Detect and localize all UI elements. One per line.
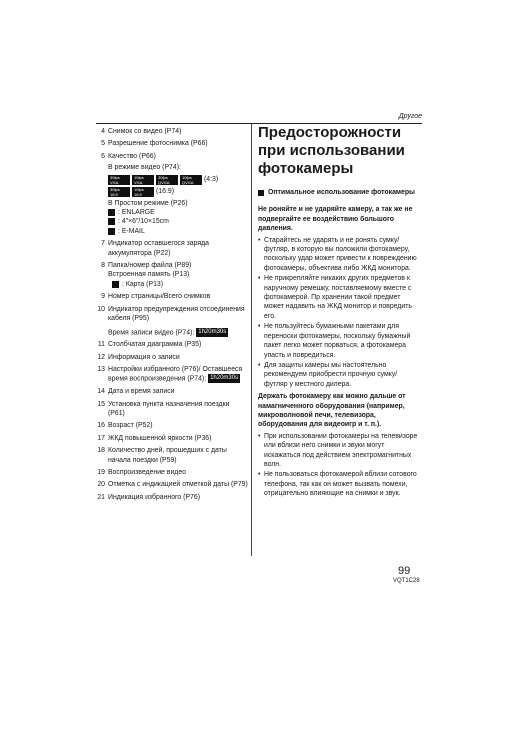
list-item: 9 Номер страницы/Всего снимков: [101, 293, 211, 301]
simple-option: : E-MAIL: [108, 227, 248, 236]
list-item: 7 Индикатор оставшегося заряда аккумулятора (P22): [101, 240, 209, 257]
page-title: Предосторожности при использовании фотокамеры: [258, 124, 405, 177]
list-item: 20 Отметка с индикацией отметкой даты (P79): [97, 481, 248, 489]
list-item: 14 Дата и время записи: [97, 388, 175, 396]
list-item: 21 Индикация избранного (P76): [97, 493, 201, 501]
list-item: 12 Информация о записи: [97, 353, 180, 361]
list-item: 5 Разрешение фотоснимка (P66): [101, 140, 208, 148]
video-quality-169-row: 30fps 16:9 10fps 16:9 (16:9): [110, 186, 175, 197]
simple-option: : 4"×6"/10×15cm: [108, 217, 248, 226]
warning-heading: Не роняйте и не ударяйте камеру, а так же не подвергайте ее воздействию большого давления.: [258, 206, 413, 233]
section-label: Другое: [398, 113, 422, 120]
bullet-item: • Не пользоваться фотокамерой вблизи сотового телефона, так как он может вызвать помехи, отрицательно влияющие на снимки и звук.: [258, 471, 417, 498]
page-number: 99: [398, 565, 411, 577]
quality-icon: 30fps VGA: [108, 175, 130, 185]
list-item: 10 Индикатор предупреждения отсоединения кабеля (P95) Время записи видео (P74): 1h20m30s: [97, 305, 245, 336]
bullet-item: • Не прикрепляйте никаких других предметов к наручному ремешку, поставляемому вместе с фотокамерой. Пр хранении такой предмет может надавить на ЖКД монитор и повредить его.: [258, 275, 412, 320]
bullet-item: • Старайтесь не ударять и не ронять сумку/футляр, в которую вы положили фотокамеру, поскольку удар может привести к повреждению фотокамеры, объектива либо ЖКД монитора.: [258, 236, 417, 272]
list-item: 16 Возраст (P52): [97, 422, 153, 430]
right-column: [258, 124, 420, 500]
list-item: 8 Папка/номер файла (P89) Встроенная память (P13) : Карта (P13): [101, 262, 192, 288]
column-divider: [251, 124, 252, 556]
quality-icon: 10fps VGA: [132, 175, 154, 185]
record-time-badge: 1h20m30s: [198, 328, 227, 335]
list-item-quality: 6 Качество (P66) В режиме видео (P74): 30fps VGA 10fps VGA 30fps QVGA 10fps QVGA (4:3) 30fps 16:9 10fps 16:9 (16:9) В Простом режиме (P26) : ENLARGE : 4"×6"/10×15cm : E-MAIL: [92, 152, 248, 236]
left-column: [92, 127, 248, 505]
list-item: 13 Настройки избранного (P76)/ Оставшееся время воспроизведения (P74): 1h20m30s: [97, 366, 243, 383]
bullet-item: • Не пользуйтесь бумажными пакетами для переноски фотокамеры, поскольку бумажный пакет легко может порваться, а фотокамера упасть и повредиться.: [258, 323, 411, 359]
quality-icon: 30fps QVGA: [156, 175, 178, 185]
section-heading: Оптимальное использование фотокамеры: [258, 188, 420, 197]
list-item: 18 Количество дней, прошедших с даты начала поездки (P59): [97, 447, 227, 464]
list-item: 4 Снимок со видео (P74): [101, 128, 182, 135]
warning-heading: Держать фотокамеру как можно дальше от намагниченного оборудования (например, микроволновой печи, телевизора, оборудования для видеоигр и т. п.).: [258, 393, 406, 429]
square-bullet-icon: [258, 190, 264, 196]
enlarge-icon: [108, 209, 115, 216]
video-quality-43-row: 30fps VGA 10fps VGA 30fps QVGA 10fps QVGA (4:3): [110, 174, 219, 185]
email-icon: [108, 228, 115, 235]
list-item: 19 Воспроизведение видео: [97, 469, 186, 477]
document-code: VQT1C28: [393, 578, 420, 584]
quality-icon: 10fps QVGA: [180, 175, 202, 185]
print-size-icon: [108, 218, 115, 225]
list-item: 15 Установка пункта назначения поездки (P61): [97, 400, 230, 417]
bullet-item: • Для защиты камеры мы настоятельно рекомендуем приобрести прочную сумку/футляр у местного дилера.: [258, 361, 398, 388]
quality-icon: 30fps 16:9: [108, 187, 130, 197]
simple-option: : ENLARGE: [108, 208, 248, 217]
quality-icon: 10fps 16:9: [132, 187, 154, 197]
list-item: 11 Столбчатая диаграмма (P35): [97, 341, 202, 349]
list-item: 17 ЖКД повышенной яркости (P36): [97, 434, 212, 442]
bullet-item: • При использовании фотокамеры на телевизоре или вблизи него снимки и звуки могут искажаться под действием электромагнитных волн.: [258, 432, 418, 468]
playback-time-badge: 1h20m30s: [210, 375, 239, 382]
card-icon: [112, 281, 119, 288]
